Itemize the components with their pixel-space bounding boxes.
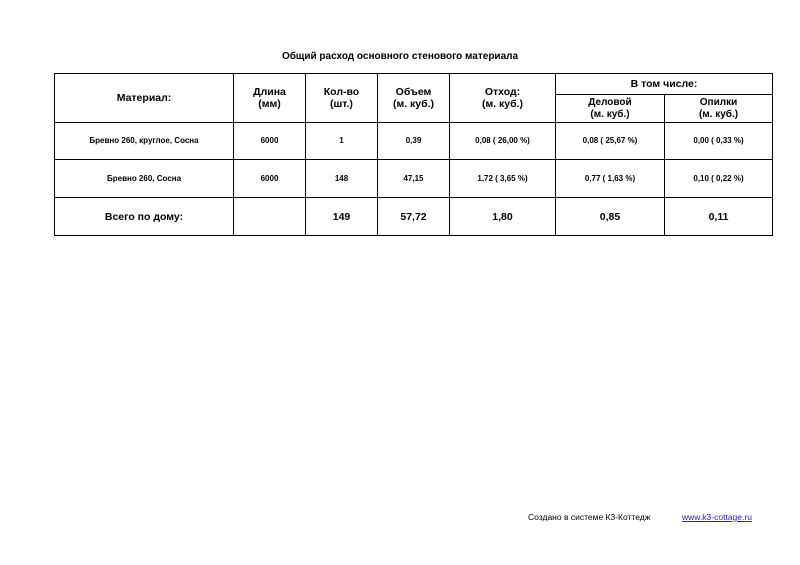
cell-volume: 0,39: [378, 123, 450, 160]
cell-sawdust: 0,00 ( 0,33 %): [665, 123, 773, 160]
page-title: Общий расход основного стенового материала: [281, 51, 519, 62]
footer-website-link[interactable]: www.k3-cottage.ru: [682, 512, 752, 522]
total-volume: 57,72: [378, 198, 450, 236]
total-sawdust: 0,11: [665, 198, 773, 236]
header-sawdust-label: Опилки: [699, 96, 738, 108]
header-row: [55, 74, 773, 95]
header-volume: [378, 74, 450, 123]
total-waste: 1,80: [450, 198, 556, 236]
header-length-unit: (мм): [258, 98, 281, 110]
header-length: [234, 74, 306, 123]
table-row: [55, 160, 773, 198]
header-qty-label: Кол-во: [323, 86, 360, 98]
cell-length: 6000: [234, 160, 306, 198]
cell-length: 6000: [234, 123, 306, 160]
cell-qty: 148: [306, 160, 378, 198]
total-row: [55, 198, 773, 236]
cell-business: 0,08 ( 25,67 %): [556, 123, 665, 160]
cell-material: Бревно 260, Сосна: [55, 160, 234, 198]
cell-volume: 47,15: [378, 160, 450, 198]
header-waste-label: Отход:: [484, 86, 521, 98]
total-qty: 149: [306, 198, 378, 236]
cell-waste: 0,08 ( 26,00 %): [450, 123, 556, 160]
header-qty-unit: (шт.): [330, 98, 353, 110]
cell-waste: 1,72 ( 3,65 %): [450, 160, 556, 198]
header-waste-unit: (м. куб.): [481, 98, 524, 110]
header-qty: [306, 74, 378, 123]
header-material: Материал:: [55, 74, 234, 123]
header-volume-label: Объем: [395, 86, 432, 98]
cell-business: 0,77 ( 1,63 %): [556, 160, 665, 198]
header-business: [556, 95, 665, 123]
header-business-label: Деловой: [588, 96, 632, 108]
total-label: Всего по дому:: [55, 198, 234, 236]
cell-sawdust: 0,10 ( 0,22 %): [665, 160, 773, 198]
footer-credit: Создано в системе К3-Коттедж: [528, 512, 651, 522]
header-including: В том числе:: [556, 74, 773, 95]
header-waste: [450, 74, 556, 123]
header-volume-unit: (м. куб.): [392, 98, 435, 110]
header-sawdust: [665, 95, 773, 123]
header-length-label: Длина: [253, 86, 286, 98]
material-table: [54, 73, 773, 236]
header-sawdust-unit: (м. куб.): [698, 108, 739, 120]
total-length: [234, 198, 306, 236]
cell-qty: 1: [306, 123, 378, 160]
total-business: 0,85: [556, 198, 665, 236]
table-row: [55, 123, 773, 160]
header-business-unit: (м. куб.): [590, 108, 630, 120]
cell-material: Бревно 260, круглое, Сосна: [55, 123, 234, 160]
